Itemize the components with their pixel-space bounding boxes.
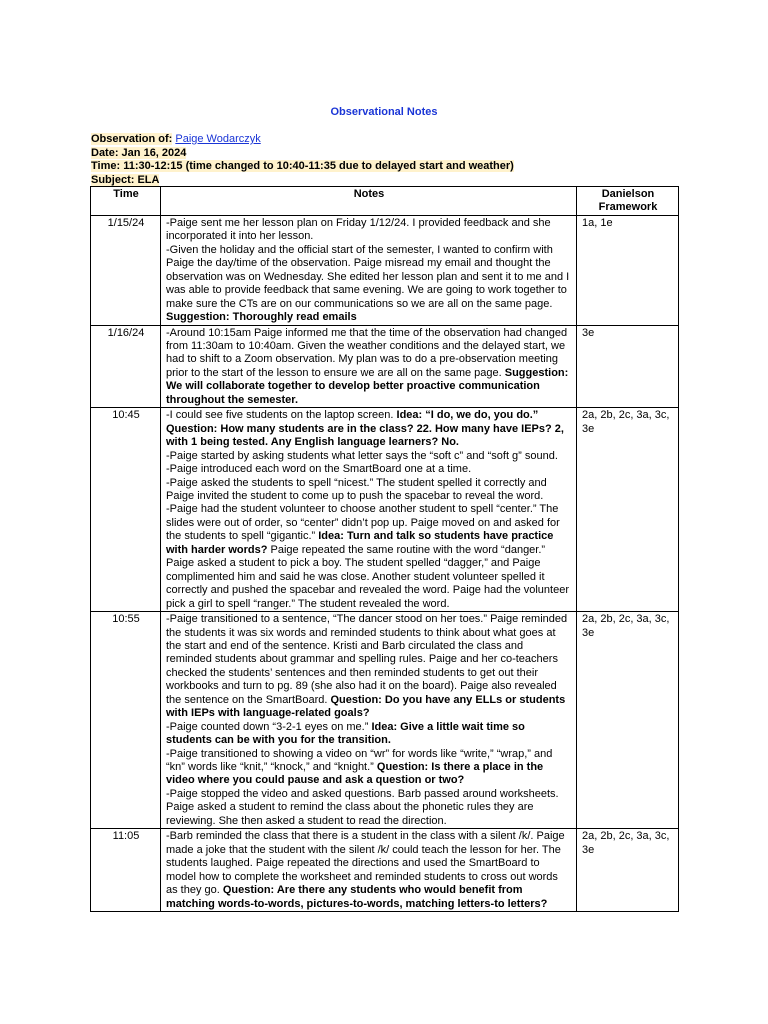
table-row (91, 829, 679, 912)
notes-cell (161, 612, 577, 829)
note-emphasis-text: Suggestion: We will collaborate together to develop better proactive communication throughout the semester. (166, 366, 569, 406)
note-text: -Paige transitioned to a sentence, “The dancer stood on her toes.” Paige reminded the students it was six words and reminded students to think about what goes at the start and end of the sentence. Kristi and Barb circulated the class and reminded students about grammar and spelling rules. Paige and her co-teachers checked the students’ sentences and then reminded students to get out their workbooks and turn to pg. 89 (she also had it on the board). Paige also revealed the sentence on the SmartBoard. (166, 613, 568, 706)
notes-cell (161, 325, 577, 408)
table-row (91, 408, 679, 612)
column-header-time: Time (91, 187, 161, 216)
note-paragraph (166, 788, 572, 828)
framework-cell: 2a, 2b, 2c, 3a, 3c, 3e (577, 408, 679, 612)
note-emphasis-text: Question: Are there any students who would benefit from matching words-to-words, pictures-to-words, matching letters-to letters? (166, 884, 548, 910)
note-paragraph (166, 217, 572, 244)
note-text: Paige repeated the same routine with the word “danger.” Paige asked a student to pick a boy. The student spelled “dagger,” and Paige complimented him and said he was close. Another student volunteer spelled it correctly and pushed the spacebar and revealed the word. Paige had the volunteer pick a girl to spell “ranger.” The student revealed the word. (166, 543, 569, 610)
note-text: -Paige transitioned to showing a video on “wr” for words like “write,” “wrap,” and “kn” words like “knit,” “knock,” and “knight.” (166, 747, 553, 774)
note-paragraph (166, 721, 572, 748)
time-cell: 10:55 (91, 612, 161, 829)
note-paragraph (166, 477, 572, 504)
note-text: -Paige stopped the video and asked questions. Barb passed around worksheets. Paige asked a student to remind the class about the phonetic rules they are reviewing. She then asked a student to read the direction. (166, 787, 559, 827)
date-text: Date: Jan 16, 2024 (91, 146, 187, 159)
time-cell: 11:05 (91, 829, 161, 912)
note-paragraph (166, 613, 572, 721)
note-paragraph (166, 244, 572, 325)
table-header-row (91, 187, 679, 216)
note-text: -Paige had the student volunteer to choose another student to spell “center.” The slides were out of order, so “center” didn’t pop up. Paige moved on and asked for the students to spell “gigantic.” (166, 503, 560, 543)
note-paragraph (166, 503, 572, 611)
table-row (91, 215, 679, 325)
observation-of-label: Observation of: (91, 133, 173, 145)
note-paragraph (166, 327, 572, 408)
note-emphasis-text: Idea: Turn and talk so students have practice with harder words? (166, 530, 554, 556)
note-text: -Paige counted down “3-2-1 eyes on me.” (166, 720, 372, 733)
framework-cell: 1a, 1e (577, 215, 679, 325)
observation-header (91, 133, 514, 187)
note-text: -I could see five students on the laptop screen. (166, 409, 397, 422)
note-paragraph (166, 450, 572, 463)
page-title: Observational Notes (330, 106, 438, 118)
note-emphasis-text: Idea: “I do, we do, you do.” Question: How many students are in the class? 22. How many have IEPs? 2, with 1 being tested. Any English language learners? No. (166, 409, 564, 449)
column-header-notes: Notes (161, 187, 577, 216)
note-emphasis-text: Idea: Give a little wait time so students can be with you for the transition. (166, 720, 525, 747)
time-text: Time: 11:30-12:15 (time changed to 10:40-11:35 due to delayed start and weather) (91, 160, 514, 172)
time-cell: 1/15/24 (91, 215, 161, 325)
note-text: -Paige sent me her lesson plan on Friday 1/12/24. I provided feedback and she incorporated it into her lesson. (166, 216, 551, 243)
note-text: -Paige started by asking students what letter says the “soft c” and “soft g” sound. (166, 449, 558, 462)
date-line (91, 147, 514, 161)
note-emphasis-text: Question: Do you have any ELLs or students with IEPs with language-related goals? (166, 693, 566, 720)
notes-cell (161, 215, 577, 325)
table-row (91, 612, 679, 829)
note-paragraph (166, 463, 572, 476)
note-text: -Paige asked the students to spell “nicest.” The student spelled it correctly and Paige invited the student to come up to push the spacebar to reveal the word. (166, 476, 547, 502)
note-emphasis-text: Question: Is there a place in the video where you could pause and ask a question or two? (166, 761, 544, 787)
note-text: -Barb reminded the class that there is a student in the class with a silent /k/. Paige made a joke that the student with the silent /k/ could teach the lesson for her. The students laughed. Paige repeated the directions and used the SmartBoard to model how to complete the worksheet and reminded students to cross out words as they go. (166, 830, 565, 897)
note-paragraph (166, 409, 572, 449)
subject-text: Subject: ELA (91, 173, 160, 186)
note-paragraph (166, 830, 572, 911)
note-text: -Given the holiday and the official start of the semester, I wanted to confirm with Paige the day/time of the observation. Paige misread my email and thought the observation was on Wednesday. She edited her lesson plan and sent it to me and I was able to provide feedback that same evening. We are going to work together to make sure the CTs are on our communications so we are all on the same page. (166, 243, 570, 310)
note-emphasis-text: Suggestion: Thoroughly read emails (166, 311, 357, 324)
observation-of-line (91, 133, 514, 147)
time-line (91, 160, 514, 174)
note-text: -Around 10:15am Paige informed me that the time of the observation had changed from 11:30am to 10:40am. Given the weather conditions and the delayed start, we had to shift to a Zoom observation. My plan was to do a pre-observation meeting prior to the start of the lesson to ensure we are all on the same page. (166, 326, 568, 379)
table-row (91, 325, 679, 408)
notes-cell (161, 829, 577, 912)
framework-cell: 2a, 2b, 2c, 3a, 3c, 3e (577, 612, 679, 829)
table-body (91, 215, 679, 911)
column-header-framework: Danielson Framework (577, 187, 679, 216)
framework-cell: 3e (577, 325, 679, 408)
framework-cell: 2a, 2b, 2c, 3a, 3c, 3e (577, 829, 679, 912)
note-text: -Paige introduced each word on the SmartBoard one at a time. (166, 463, 472, 476)
time-cell: 10:45 (91, 408, 161, 612)
observee-name-link[interactable]: Paige Wodarczyk (175, 133, 261, 145)
note-paragraph (166, 748, 572, 788)
subject-line (91, 174, 514, 188)
observation-notes-table (90, 186, 679, 912)
time-cell: 1/16/24 (91, 325, 161, 408)
notes-cell (161, 408, 577, 612)
